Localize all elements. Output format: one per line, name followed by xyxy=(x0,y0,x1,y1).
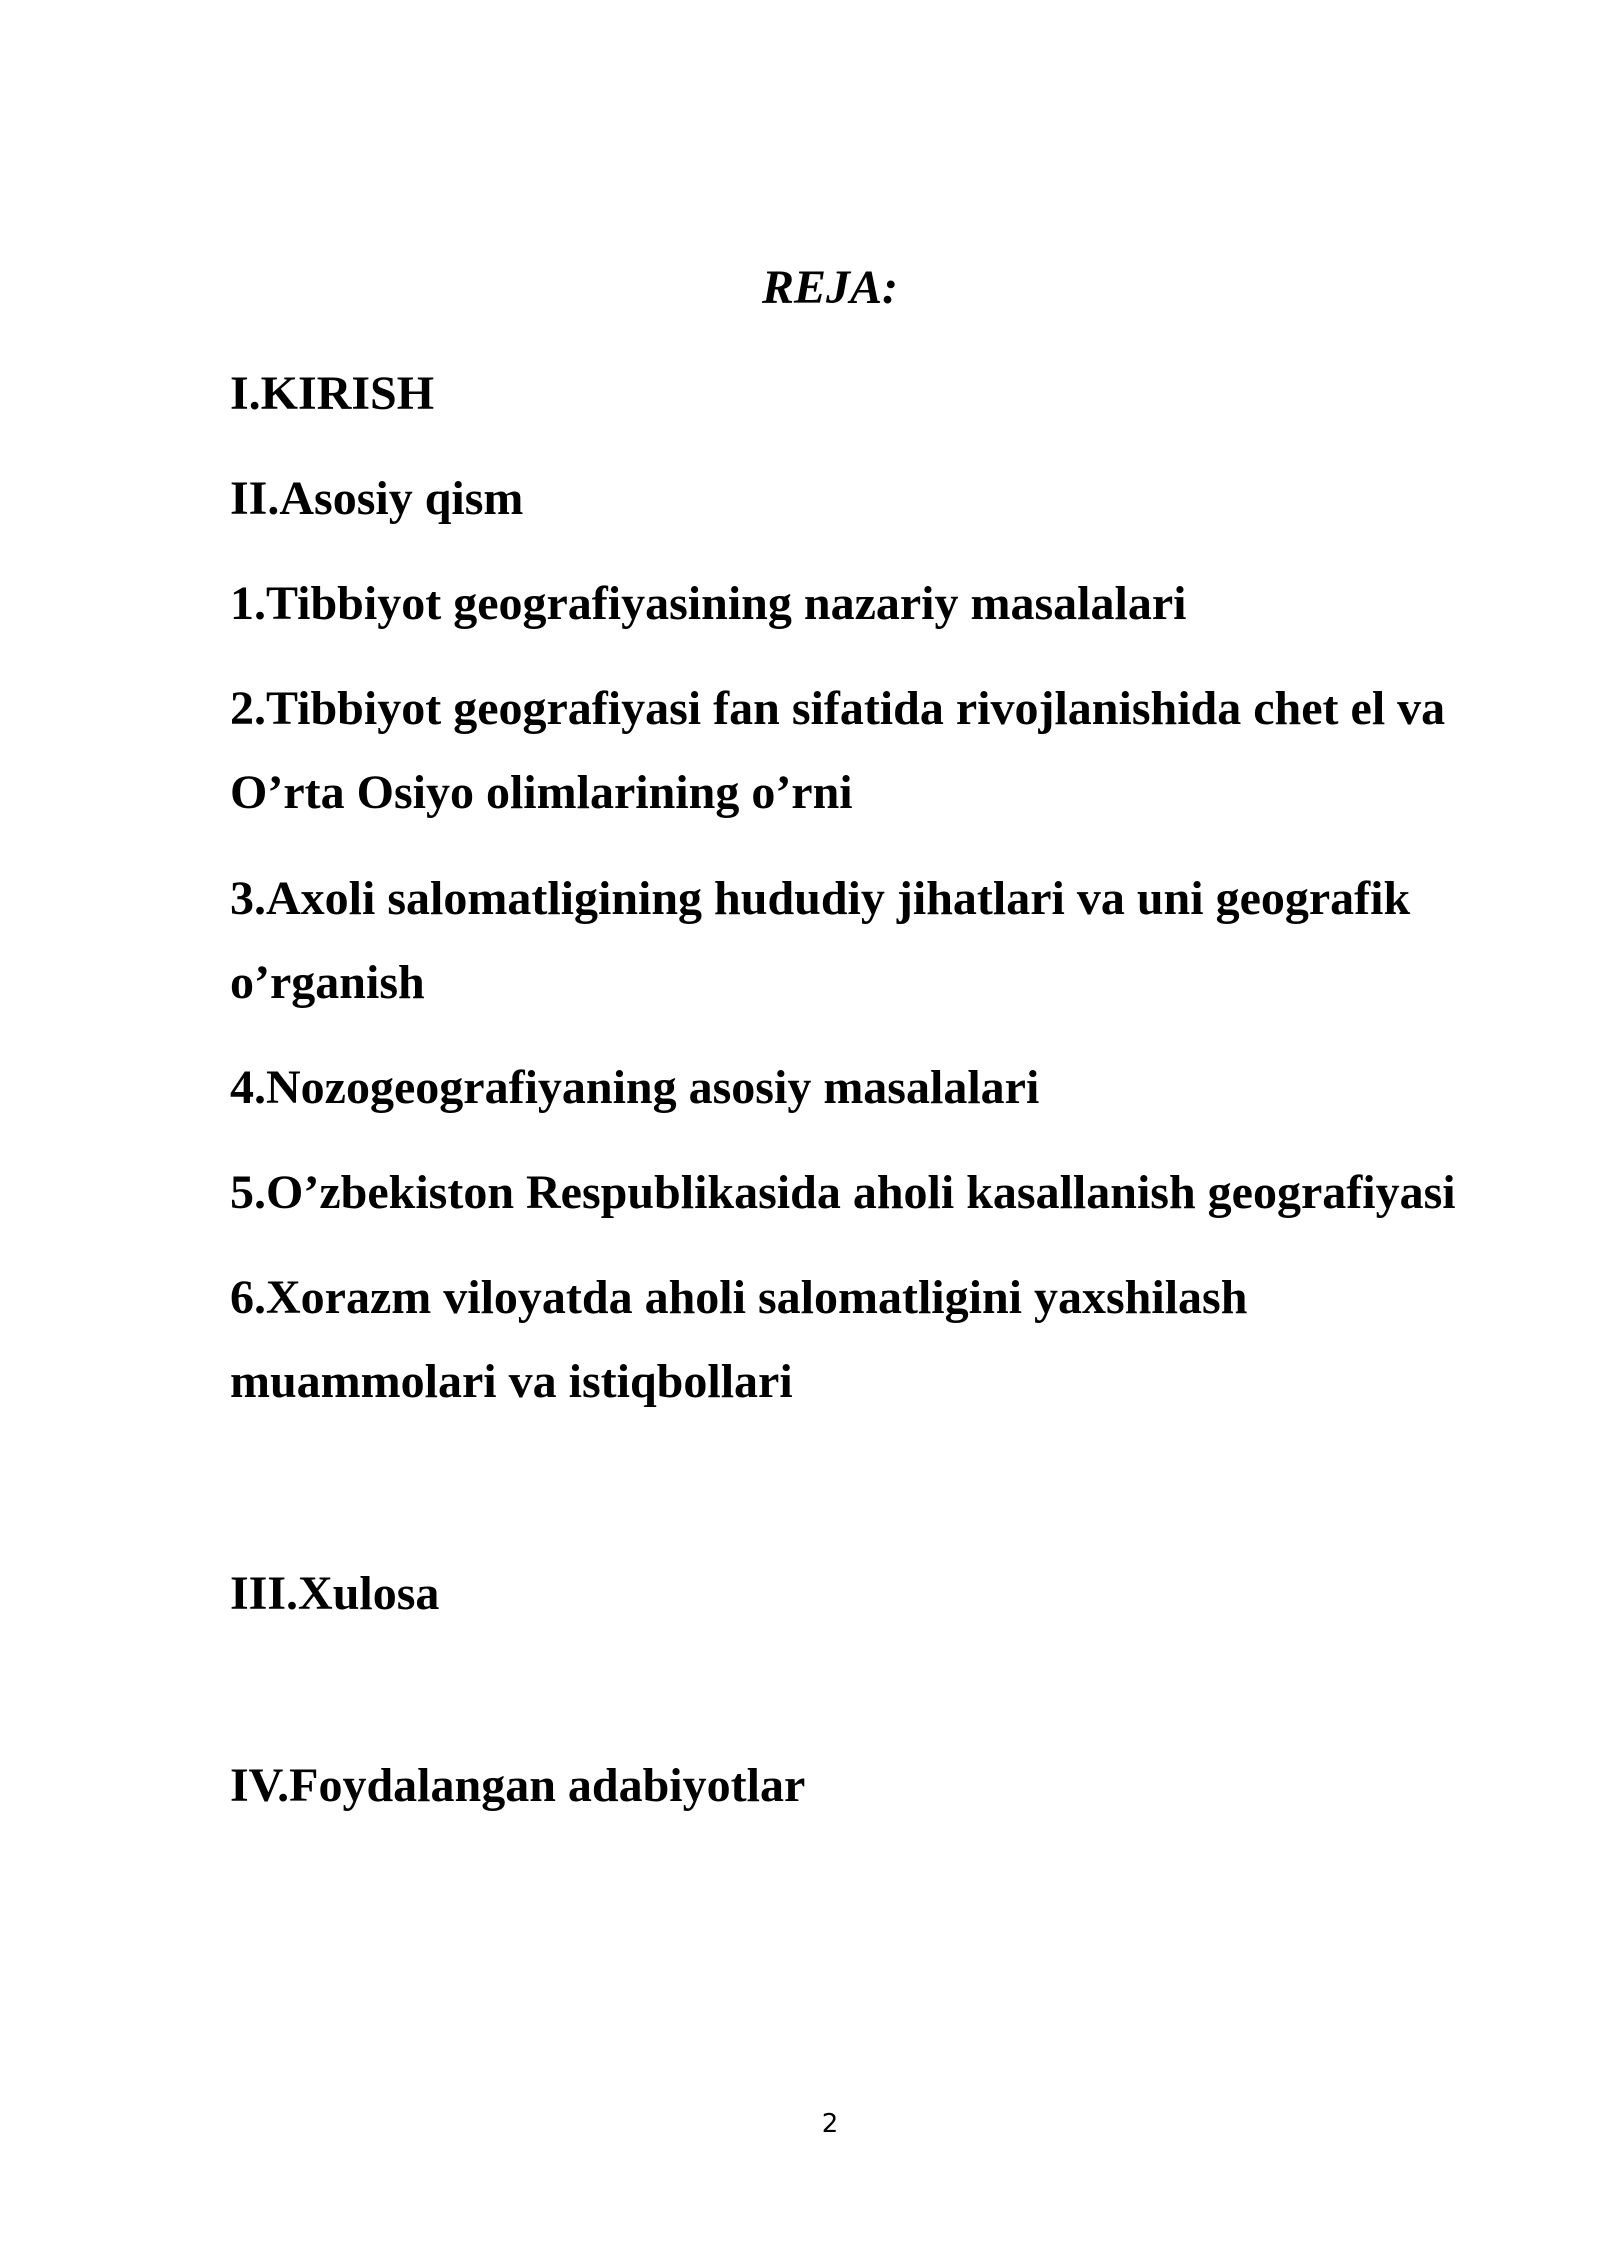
plan-item-6-line-2: muammolari va istiqbollari xyxy=(230,1355,793,1408)
plan-item-4: 4.Nozogeografiyaning asosiy masalalari xyxy=(230,1061,1040,1114)
plan-item-conclusion: III.Xulosa xyxy=(230,1567,440,1620)
plan-item-3-line-1: 3.Axoli salomatligining hududiy jihatlari va uni geografik xyxy=(230,872,1411,925)
page-title: REJA: xyxy=(761,261,899,314)
plan-item-5: 5.O’zbekiston Respublikasida aholi kasallanish geografiyasi xyxy=(230,1166,1456,1219)
plan-item-introduction: I.KIRISH xyxy=(230,367,435,420)
plan-item-3-line-2: o’rganish xyxy=(230,956,425,1009)
plan-item-references: IV.Foydalangan adabiyotlar xyxy=(230,1759,806,1812)
page-number: 2 xyxy=(821,2109,839,2139)
plan-item-2-line-2: O’rta Osiyo olimlarining o’rni xyxy=(230,766,853,819)
plan-item-6-line-1: 6.Xorazm viloyatda aholi salomatligini yaxshilash xyxy=(230,1271,1248,1324)
plan-item-main-part: II.Asosiy qism xyxy=(230,472,524,525)
plan-item-2-line-1: 2.Tibbiyot geografiyasi fan sifatida rivojlanishida chet el va xyxy=(230,682,1446,735)
plan-item-1: 1.Tibbiyot geografiyasining nazariy masalalari xyxy=(230,577,1187,630)
